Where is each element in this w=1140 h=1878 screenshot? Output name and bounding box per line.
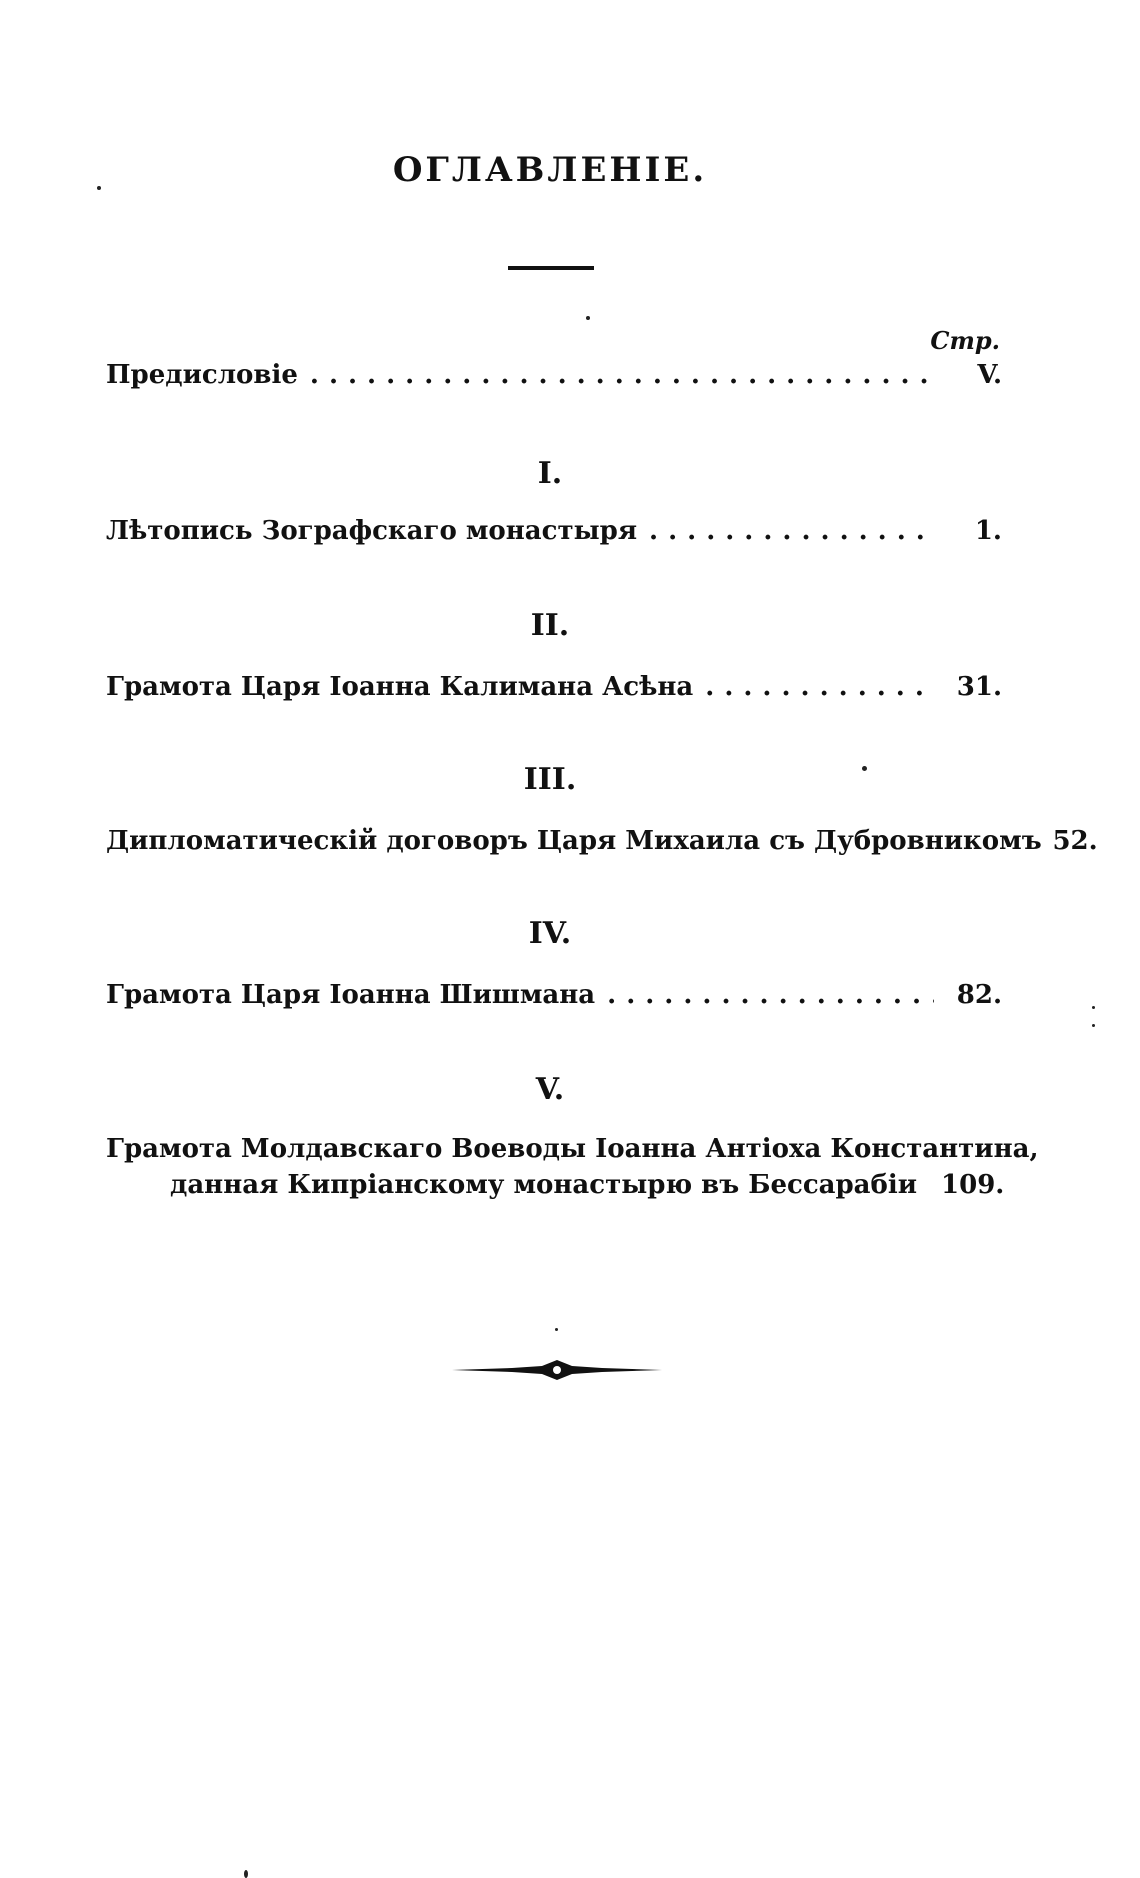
toc-entry	[106, 516, 1002, 546]
section-numeral-5: V.	[535, 1072, 565, 1107]
toc-entry-title: Грамота Молдавскаго Воеводы Іоанна Антіоха Константина,	[106, 1134, 1039, 1164]
dot-leader	[649, 516, 934, 546]
toc-entry-page: 109.	[941, 1170, 1005, 1200]
toc-entry	[106, 980, 1002, 1010]
scan-speck	[1092, 1024, 1095, 1027]
section-numeral-4: IV.	[528, 916, 572, 951]
scan-speck	[97, 186, 101, 190]
dot-leader	[607, 980, 934, 1010]
scan-speck	[1092, 1006, 1095, 1009]
toc-entry-page: 1.	[974, 516, 1002, 546]
toc-entry-title: Лѣтопись Зографскаго монастыря	[106, 516, 638, 546]
scan-speck	[555, 1328, 558, 1331]
toc-entry	[106, 672, 1002, 702]
toc-entry-page: 52.	[1052, 826, 1098, 856]
toc-entry-page: V.	[977, 360, 1002, 390]
toc-entry-title: Грамота Царя Іоанна Калимана Асѣна	[106, 672, 694, 702]
toc-entry-page: 31.	[956, 672, 1002, 702]
section-numeral-1: I.	[537, 456, 563, 491]
toc-entry-title-continued: данная Кипріанскому монастырю въ Бессарабіи	[170, 1170, 918, 1200]
section-numeral-3: III.	[523, 762, 577, 797]
toc-entry-preface	[106, 360, 1002, 390]
scan-speck	[862, 766, 867, 771]
dot-leader	[310, 360, 934, 390]
scan-speck	[586, 316, 590, 320]
toc-entry-title: Грамота Царя Іоанна Шишмана	[106, 980, 596, 1010]
section-numeral-2: II.	[530, 608, 570, 643]
toc-entry-line2	[170, 1170, 1005, 1200]
toc-entry-line1	[106, 1134, 1039, 1164]
toc-entry-page: 82.	[956, 980, 1002, 1010]
toc-entry-title: Предисловіе	[106, 360, 298, 390]
toc-entry-title: Дипломатическій договоръ Царя Михаила съ Дубровникомъ	[106, 826, 1042, 856]
page-title: ОГЛАВЛЕНІЕ.	[392, 150, 708, 190]
page-column-label: Стр.	[930, 326, 1000, 355]
toc-entry	[106, 826, 1098, 856]
title-divider	[508, 266, 594, 270]
dot-leader	[705, 672, 934, 702]
ornamental-divider-icon	[452, 1360, 662, 1380]
